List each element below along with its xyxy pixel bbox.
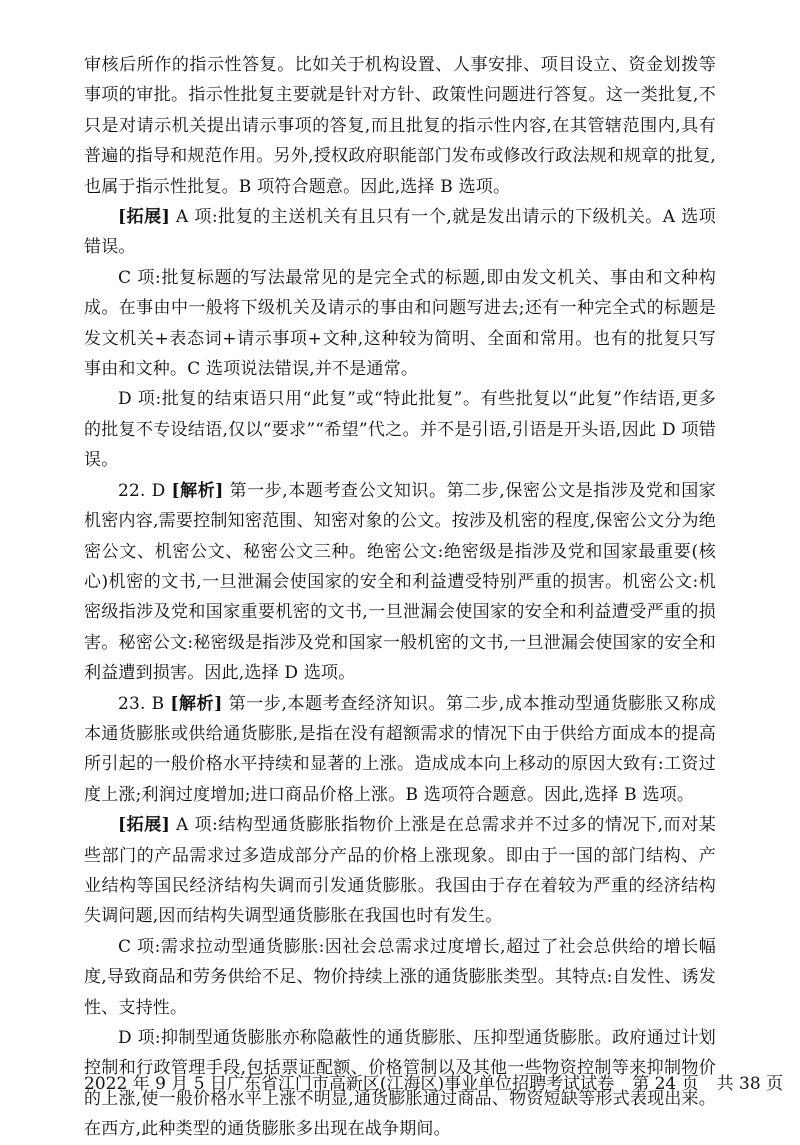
paragraph-answer-21-extension-a [84,202,716,263]
paragraph-text: A 项:结构型通货膨胀指物价上涨是在总需求并不过多的情况下,而对某些部门的产品需求过多造成部分产品的价格上涨现象。即由于一国的部门结构、产业结构等国民经济结构失调而引发通货膨胀。我国由于存在着较为严重的经济结构失调问题,因而结构失调型通货膨胀在我国也时有发生。 [84,815,716,927]
exam-title: 2022 年 9 月 5 日广东省江门市高新区(江海区)事业单位招聘考试试卷 [84,1074,615,1094]
paragraph-answer-23-extension-c [84,932,716,1023]
paragraph-answer-23 [84,689,716,811]
question-number: 23. B [118,693,165,714]
paragraph-text: C 项:批复标题的写法最常见的是完全式的标题,即由发文机关、事由和文种构成。在事由中一般将下级机关及请示的事由和问题写进去;还有一种完全式的标题是发文机关+表态词+请示事项+文种,这种较为简明、全面和常用。也有的批复只写事由和文种。C 选项说法错误,并不是通常。 [84,267,716,380]
analysis-tag: [解析] [171,480,224,501]
paragraph-text: D 项:批复的结束语只用“此复”或“特此批复”。有些批复以“此复”作结语,更多的批复不专设结语,仅以“要求”“希望”代之。并不是引语,引语是开头语,因此 D 项错误。 [84,389,716,471]
paragraph-answer-22 [84,476,716,689]
question-number: 22. D [118,480,166,501]
extension-tag: [拓展] [118,815,171,836]
paragraph-answer-21-extension-d [84,384,716,475]
paragraph-text: C 项:需求拉动型通货膨胀:因社会总需求过度增长,超过了社会总供给的增长幅度,导致商品和劳务供给不足、物价持续上涨的通货膨胀类型。其特点:自发性、诱发性、支持性。 [84,936,716,1018]
paragraph-text: 第一步,本题考查公文知识。第二步,保密公文是指涉及党和国家机密内容,需要控制知密范围、知密对象的公文。按涉及机密的程度,保密公文分为绝密公文、机密公文、秘密公文三种。绝密公文:绝密级是指涉及党和国家最重要(核心)机密的文书,一旦泄漏会使国家的安全和利益遭受特别严重的损害。机密公文:机密级指涉及党和国家重要机密的文书,一旦泄漏会使国家的安全和利益遭受严重的损害。秘密公文:秘密级是指涉及党和国家一般机密的文书,一旦泄漏会使国家的安全和利益遭到损害。因此,选择 D 选项。 [84,480,717,684]
paragraph-text: 第一步,本题考查经济知识。第二步,成本推动型通货膨胀又称成本通货膨胀或供给通货膨胀,是指在没有超额需求的情况下由于供给方面成本的提高所引起的一般价格水平持续和显著的上涨。造成成本向上移动的原因大致有:工资过度上涨;利润过度增加;进口商品价格上涨。B 选项符合题意。因此,选择 B 选项。 [84,693,716,805]
paragraph-text: D 项:抑制型通货膨胀亦称隐蔽性的通货膨胀、压抑型通货膨胀。政府通过计划控制和行政管理手段,包括票证配额、价格管制以及其他一些物资控制等来抑制物价的上涨,使一般价格水平上涨不明显,通货膨胀通过商品、物资短缺等形式表现出来。在西方,此种类型的通货膨胀多出现在战争期间。 [84,1028,716,1140]
paragraph-answer-21-extension-c [84,263,716,385]
extension-tag: [拓展] [118,207,170,228]
paragraph-text: 审核后所作的指示性答复。比如关于机构设置、人事安排、项目设立、资金划拨等事项的审批。指示性批复主要就是针对方针、政策性问题进行答复。这一类批复,不只是对请示机关提出请示事项的答复,而且批复的指示性内容,在其管辖范围内,具有普遍的指导和规范作用。另外,授权政府职能部门发布或修改行政法规和规章的批复,也属于指示性批复。B 项符合题意。因此,选择 B 选项。 [84,55,716,197]
paragraph-answer-21-continuation [84,50,716,202]
page-number: 第 24 页 [632,1074,699,1094]
paragraph-answer-23-extension-a [84,810,716,932]
analysis-tag: [解析] [170,693,223,714]
total-pages: 共 38 页 [716,1074,784,1094]
paragraph-text: A 项:批复的主送机关有且只有一个,就是发出请示的下级机关。A 选项错误。 [84,207,716,258]
page-footer [84,1072,784,1096]
